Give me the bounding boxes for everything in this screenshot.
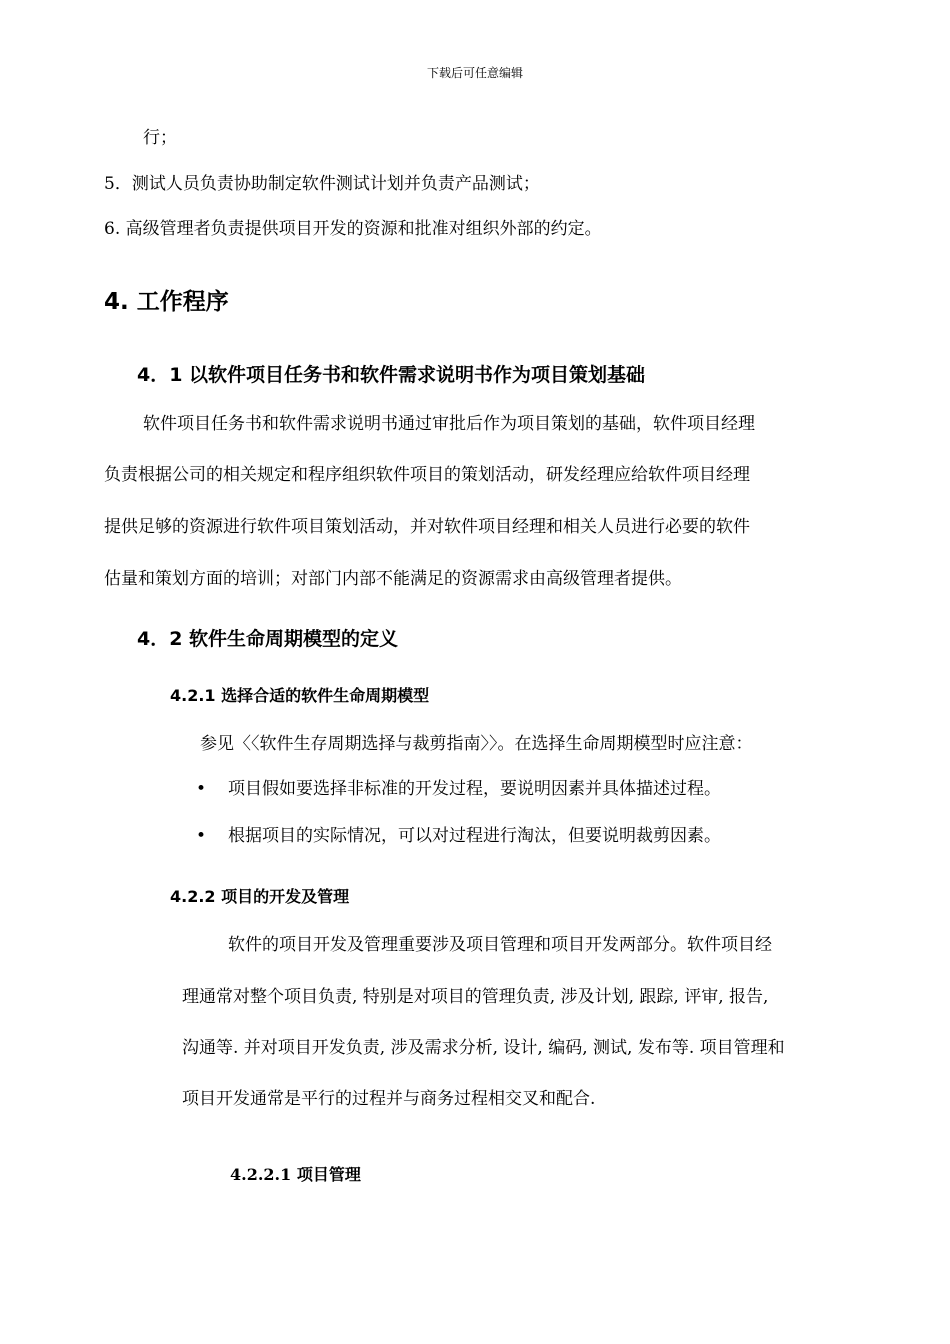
paragraph-line: 提供足够的资源进行软件项目策划活动，并对软件项目经理和相关人员进行必要的软件 bbox=[104, 517, 750, 537]
level4-heading: 4.2.2.1 项目管理 bbox=[230, 1165, 361, 1184]
subsubsection-heading: 4.2.1 选择合适的软件生命周期模型 bbox=[170, 686, 430, 705]
section-heading: 4. 工作程序 bbox=[104, 289, 229, 315]
page-header: 下载后可任意编辑 bbox=[426, 66, 523, 80]
subsection-heading: 4．1 以软件项目任务书和软件需求说明书作为项目策划基础 bbox=[137, 364, 646, 386]
paragraph-line: 参见〈〈软件生存周期选择与裁剪指南〉〉。在选择生命周期模型时应注意： bbox=[200, 734, 753, 754]
bullet-icon: • bbox=[196, 779, 207, 799]
body-line: 5．测试人员负责协助制定软件测试计划并负责产品测试； bbox=[104, 174, 540, 194]
paragraph-line: 软件项目任务书和软件需求说明书通过审批后作为项目策划的基础，软件项目经理 bbox=[143, 414, 755, 434]
subsection-heading: 4．2 软件生命周期模型的定义 bbox=[137, 628, 399, 650]
bullet-icon: • bbox=[196, 826, 207, 846]
paragraph-line: 负责根据公司的相关规定和程序组织软件项目的策划活动，研发经理应给软件项目经理 bbox=[104, 465, 750, 485]
subsubsection-heading: 4.2.2 项目的开发及管理 bbox=[170, 887, 350, 906]
body-line: 6. 高级管理者负责提供项目开发的资源和批准对组织外部的约定。 bbox=[104, 219, 602, 239]
paragraph-line: 理通常对整个项目负责, 特别是对项目的管理负责, 涉及计划, 跟踪, 评审, 报告, bbox=[182, 987, 769, 1007]
paragraph-line: 估量和策划方面的培训；对部门内部不能满足的资源需求由高级管理者提供。 bbox=[104, 569, 682, 589]
list-item: 根据项目的实际情况，可以对过程进行淘汰，但要说明裁剪因素。 bbox=[228, 826, 721, 846]
paragraph-line: 沟通等. 并对项目开发负责, 涉及需求分析, 设计, 编码, 测试, 发布等. 项目管理和 bbox=[182, 1038, 785, 1058]
body-line: 行； bbox=[143, 128, 177, 148]
paragraph-line: 项目开发通常是平行的过程并与商务过程相交叉和配合. bbox=[182, 1089, 596, 1109]
list-item: 项目假如要选择非标准的开发过程，要说明因素并具体描述过程。 bbox=[228, 779, 721, 799]
paragraph-line: 软件的项目开发及管理重要涉及项目管理和项目开发两部分。软件项目经 bbox=[228, 935, 772, 955]
